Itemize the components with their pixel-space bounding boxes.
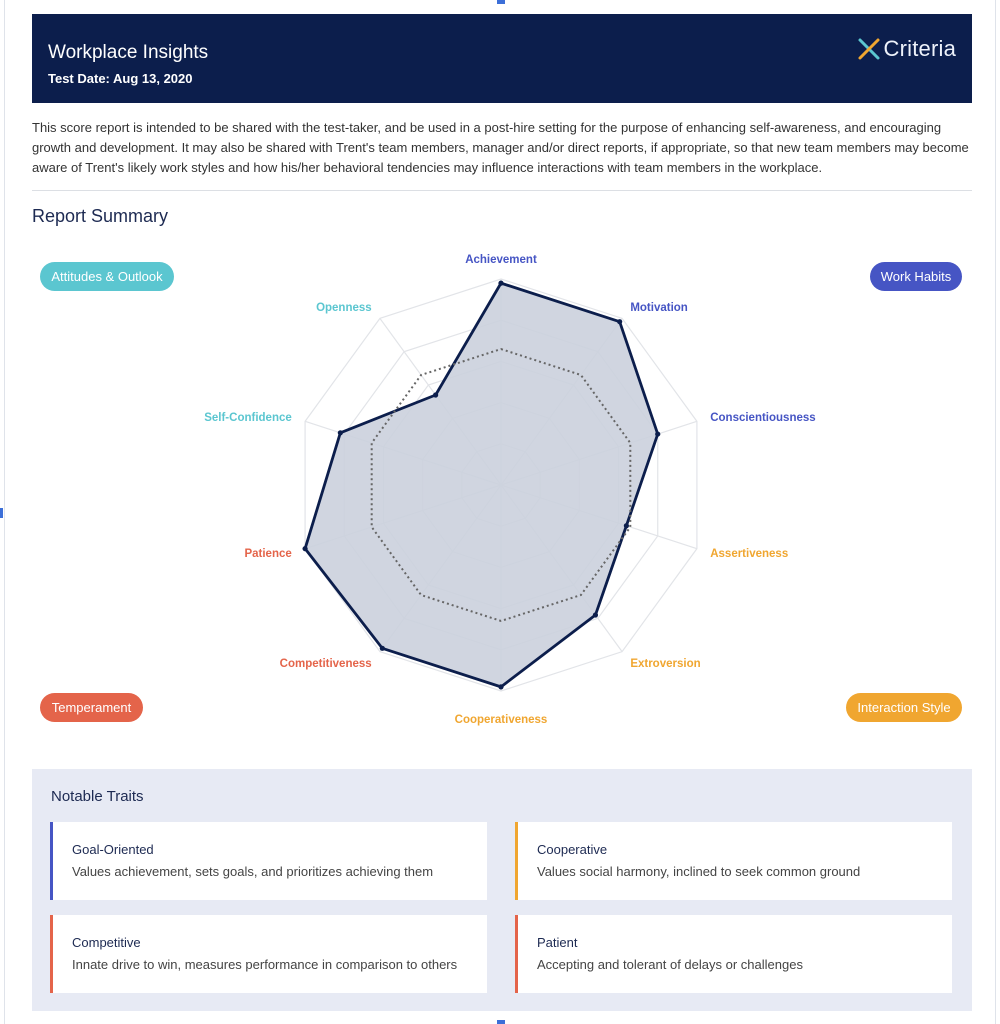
trait-description: Accepting and tolerant of delays or challenges: [537, 957, 803, 972]
trait-description: Values social harmony, inclined to seek common ground: [537, 864, 861, 879]
section-divider: [32, 190, 972, 191]
radar-score-point: [498, 684, 503, 689]
axis-label-assertiveness: Assertiveness: [710, 547, 789, 560]
trait-card-competitive: [50, 915, 487, 993]
group-pill-attitudes-outlook[interactable]: Attitudes & Outlook: [40, 262, 174, 291]
axis-label-openness: Openness: [316, 302, 372, 315]
test-date: Test Date: Aug 13, 2020: [48, 71, 193, 86]
handle-top[interactable]: [497, 0, 505, 4]
axis-label-extroversion: Extroversion: [630, 657, 701, 670]
intro-paragraph: This score report is intended to be shared with the test-taker, and be used in a post-hire setting for the purpose of enhancing self-awareness, and encouraging growth and development. It may also be shared with Trent's team members, manager and/or direct reports, if appropriate, so that new team members may become aware of Trent's likely work styles and how his/her behavioral tendencies may influence interactions with team members in the workplace.: [32, 120, 969, 175]
radar-score-point: [624, 523, 629, 528]
radar-score-point: [302, 546, 307, 551]
axis-label-patience: Patience: [244, 547, 292, 560]
group-pill-interaction-style[interactable]: Interaction Style: [846, 693, 962, 722]
radar-chart: [0, 240, 1000, 730]
axis-label-self-confidence: Self-Confidence: [204, 412, 292, 425]
trait-name: Competitive: [72, 935, 141, 950]
axis-label-achievement: Achievement: [465, 254, 537, 266]
radar-score-point: [433, 392, 438, 397]
radar-score-point: [617, 319, 622, 324]
axis-label-competitiveness: Competitiveness: [279, 657, 372, 670]
handle-bottom[interactable]: [497, 1020, 505, 1024]
notable-traits-panel: [32, 769, 972, 1011]
notable-traits-title: Notable Traits: [51, 788, 144, 805]
criteria-logo: [857, 36, 957, 62]
report-summary-title: Report Summary: [32, 206, 169, 226]
criteria-x-icon: [857, 37, 881, 61]
logo-text: Criteria: [883, 36, 956, 61]
radar-score-point: [593, 612, 598, 617]
trait-name: Cooperative: [537, 842, 608, 857]
radar-score-point: [380, 646, 385, 651]
trait-description: Innate drive to win, measures performance in comparison to others: [72, 957, 458, 972]
radar-score-point: [498, 281, 503, 286]
trait-name: Goal-Oriented: [72, 842, 154, 857]
radar-score-point: [338, 430, 343, 435]
trait-name: Patient: [537, 935, 578, 950]
group-pill-work-habits[interactable]: Work Habits: [870, 262, 962, 291]
trait-card-cooperative: [515, 822, 952, 900]
axis-label-motivation: Motivation: [630, 302, 688, 315]
radar-score-point: [655, 431, 660, 436]
report-title: Workplace Insights: [48, 42, 209, 63]
axis-label-cooperativeness: Cooperativeness: [454, 714, 548, 726]
trait-description: Values achievement, sets goals, and prioritizes achieving them: [72, 864, 434, 879]
trait-card-patient: [515, 915, 952, 993]
axis-label-conscientiousness: Conscientiousness: [710, 412, 816, 425]
report-header: [32, 14, 972, 103]
trait-card-goal-oriented: [50, 822, 487, 900]
radar-score-area: [305, 283, 658, 687]
group-pill-temperament[interactable]: Temperament: [40, 693, 143, 722]
